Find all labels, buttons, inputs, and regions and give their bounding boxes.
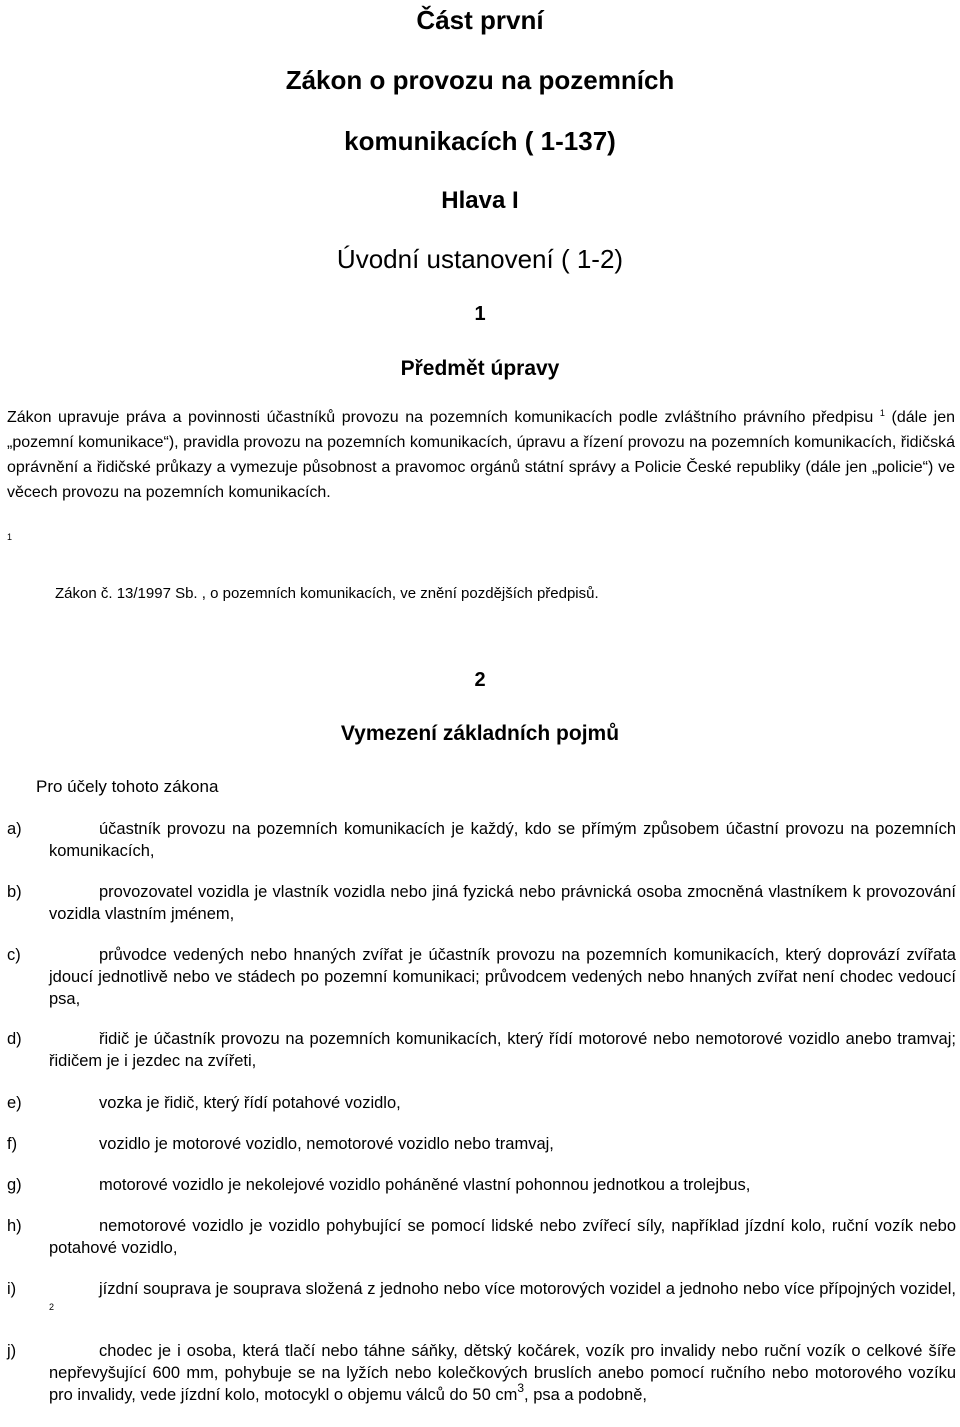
definition-letter: i) <box>7 1280 17 1298</box>
definition-letter: e) <box>7 1094 22 1112</box>
definition-letter: j) <box>7 1342 17 1360</box>
chapter-heading: Hlava I <box>441 187 519 214</box>
definition-letter: a) <box>7 820 22 838</box>
definition-letter: d) <box>7 1030 22 1048</box>
definition-letter: h) <box>7 1217 22 1235</box>
section-1-title: Předmět úpravy <box>400 357 560 380</box>
definition-text <box>49 1340 956 1406</box>
law-title-line2: komunikacích ( 1-137) <box>344 126 616 156</box>
definition-text: vozka je řidič, který řídí potahové vozidlo, <box>99 1094 401 1112</box>
footnote-ref-2: 2 <box>49 1302 55 1312</box>
definition-j-body: chodec je i osoba, která tlačí nebo táhne sáňky, dětský kočárek, vozík pro invalidy nebo ruční vozík o celkové šíře nepřevyšující 600 mm, pohybuje se na lyžích nebo kolečkových bruslích anebo pomocí ručního nebo motorového vozíku pro invalidy, vede jízdní kolo, motocykl o objemu válců do 50 cm <box>49 1342 956 1404</box>
definition-text: vozidlo je motorové vozidlo, nemotorové vozidlo nebo tramvaj, <box>99 1135 554 1153</box>
definition-text: účastník provozu na pozemních komunikacích je každý, kdo se přímým způsobem účastní provozu na pozemních komunikacích, <box>49 820 956 860</box>
law-title-line1: Zákon o provozu na pozemních <box>285 65 675 95</box>
footnote-mark: 1 <box>7 532 13 542</box>
definition-letter: g) <box>7 1176 22 1194</box>
definition-text: provozovatel vozidla je vlastník vozidla nebo jiná fyzická nebo právnická osoba zmocněná vlastníkem k provozování vozidla vlastním jménem, <box>49 883 956 923</box>
footnote-text: Zákon č. 13/1997 Sb. , o pozemních komunikacích, ve znění pozdějších předpisů. <box>55 585 599 602</box>
section-2-number: 2 <box>474 669 486 691</box>
definition-j-tail: , psa a podobně, <box>524 1386 647 1404</box>
section-2-title: Vymezení základních pojmů <box>340 722 620 745</box>
section-1-text-a: Zákon upravuje práva a povinnosti účastníků provozu na pozemních komunikacích podle zvláštního právního předpisu <box>7 409 874 426</box>
definition-letter: c) <box>7 946 21 964</box>
definition-text: průvodce vedených nebo hnaných zvířat je účastník provozu na pozemních komunikacích, který doprovází zvířata jdoucí jednotlivě nebo ve stádech po pozemní komunikaci; průvodcem vedených nebo hnaných zvířat není chodec vedoucí psa, <box>49 946 956 1008</box>
section-1-paragraph <box>7 405 955 505</box>
definition-text <box>49 1278 956 1322</box>
definition-text: nemotorové vozidlo je vozidlo pohybující se pomocí lidské nebo zvířecí síly, například jízdní kolo, ruční vozík nebo potahové vozidlo, <box>49 1217 956 1257</box>
section-1-number: 1 <box>474 303 486 325</box>
definition-i-body: jízdní souprava je souprava složená z jednoho nebo více motorových vozidel a jednoho nebo více přípojných vozidel, <box>99 1280 956 1298</box>
chapter-title: Úvodní ustanovení ( 1-2) <box>336 244 624 274</box>
definition-letter: b) <box>7 883 22 901</box>
part-heading: Část první <box>416 5 544 35</box>
superscript-3: 3 <box>517 1381 525 1395</box>
section-2-intro: Pro účely tohoto zákona <box>36 777 219 796</box>
definition-text: řidič je účastník provozu na pozemních komunikacích, který řídí motorové nebo nemotorové vozidlo anebo tramvaj; řidičem je i jezdec na zvířeti, <box>49 1030 956 1070</box>
footnote-ref-1: 1 <box>879 408 885 418</box>
section-1-text-b: (dále jen „pozemní komunikace“), pravidla provozu na pozemních komunikacích, úpravu a řízení provozu na pozemních komunikacích, řidičská oprávnění a řidičské průkazy a vymezuje působnost a pravomoc orgánů státní správy a Policie České republiky (dále jen „policie“) ve věcech provozu na pozemních komunikacích. <box>7 409 956 501</box>
definition-text: motorové vozidlo je nekolejové vozidlo poháněné vlastní pohonnou jednotkou a trolejbus, <box>99 1176 751 1194</box>
definition-letter: f) <box>7 1135 18 1153</box>
